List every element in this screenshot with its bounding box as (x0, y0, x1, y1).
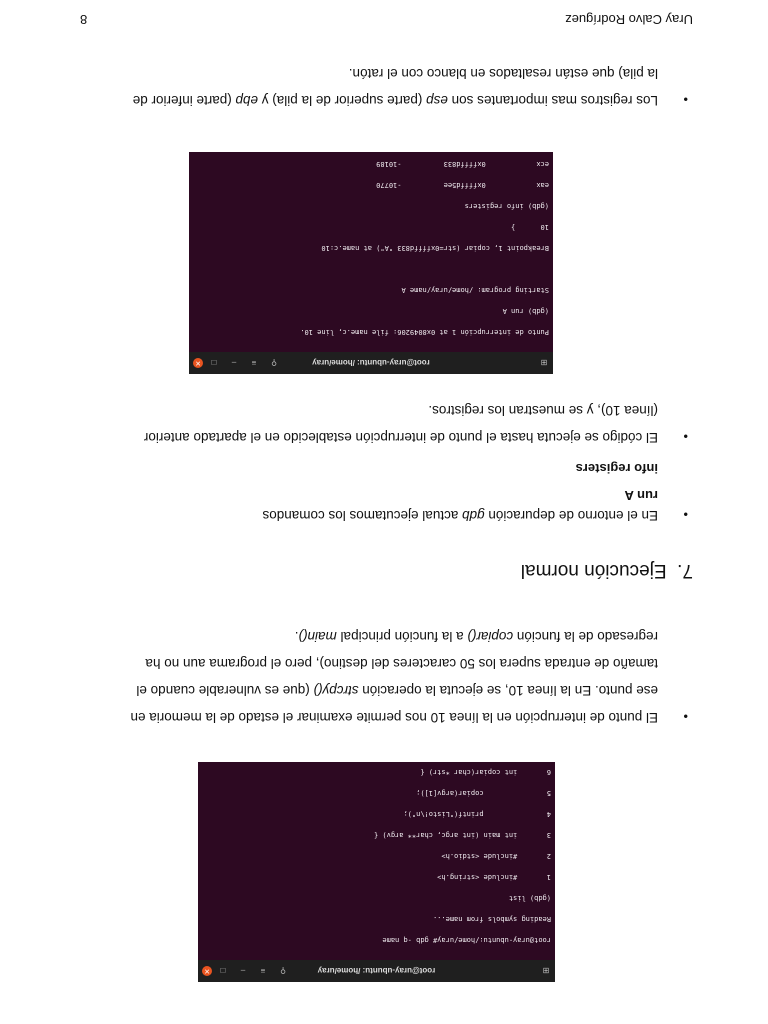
text-line: (línea 10), y se muestran los registros. (428, 403, 658, 418)
paragraph-commands-intro (98, 502, 658, 529)
terminal-output (198, 762, 555, 960)
close-icon[interactable]: ✕ (193, 358, 203, 368)
terminal-line: 3 int main (int argc, char** argv) { (373, 831, 551, 839)
section-number: 7. (677, 560, 693, 581)
terminal-line: (gdb) info registers (464, 202, 549, 210)
footer-author: Uray Calvo Rodríguez (565, 12, 693, 27)
menu-icon[interactable]: ≡ (260, 966, 266, 976)
terminal-line: 6 int copiar(char *str) { (420, 768, 551, 776)
new-tab-icon[interactable]: ⊞ (540, 358, 548, 368)
section-title: Ejecución normal (520, 560, 667, 581)
terminal-line: (gdb) run A (502, 307, 549, 315)
minimize-icon[interactable]: – (240, 966, 246, 976)
bullet-marker: • (683, 709, 688, 724)
close-icon[interactable]: ✕ (202, 966, 212, 976)
terminal-output (189, 152, 553, 352)
text-line: tamaño de entrada supera los 50 caracteres del destino), pero el programa aun no ha (145, 656, 658, 671)
terminal-line: 5 copiar(argv[1]); (416, 789, 551, 797)
text-line: El código se ejecuta hasta el punto de interrupción establecido en el apartado anterior (143, 430, 658, 445)
register-line-ecx: ecx 0xffffd833 -10189 (376, 160, 549, 168)
minimize-icon[interactable]: – (231, 358, 237, 368)
text-line: En el entorno de depuración gdb actual ejecutamos los comandos (262, 508, 658, 523)
text-line: la pila) que están resaltados en blanco con el ratón. (348, 66, 658, 81)
terminal-line: Starting program: /home/uray/name A (401, 286, 549, 294)
command-info-registers: info registers (575, 461, 658, 476)
paragraph-breakpoint-explanation (98, 623, 658, 731)
terminal-line: (gdb) list (508, 894, 551, 902)
terminal-window-gdb-registers (189, 152, 553, 374)
terminal-titlebar (198, 960, 555, 982)
terminal-line: root@uray-ubuntu:/home/uray# gdb -q name (382, 936, 551, 944)
maximize-icon[interactable]: □ (211, 358, 217, 368)
text-line: Los registros mas importantes son esp (parte superior de la pila) y ebp (parte inferior de (132, 93, 658, 108)
search-icon[interactable]: ⚲ (271, 358, 277, 368)
text-line: regresado de la función copiar() a la función principal main(). (294, 629, 658, 644)
bullet-marker: • (683, 92, 688, 107)
register-line-eax: eax 0xffffd5ee -10770 (376, 181, 549, 189)
page-number: 8 (80, 12, 88, 27)
terminal-title: root@uray-ubuntu: /home/uray (317, 966, 436, 976)
search-icon[interactable]: ⚲ (280, 966, 286, 976)
bullet-marker: • (683, 429, 688, 444)
terminal-line: 1 #include <string.h> (437, 873, 551, 881)
terminal-line: Breakpoint 1, copiar (str=0xffffd833 "A") at name.c:10 (321, 244, 549, 252)
terminal-line (193, 265, 549, 272)
menu-icon[interactable]: ≡ (251, 358, 257, 368)
terminal-line: 2 #include <stdio.h> (441, 852, 551, 860)
terminal-titlebar (189, 352, 553, 374)
new-tab-icon[interactable]: ⊞ (542, 966, 550, 976)
maximize-icon[interactable]: □ (220, 966, 226, 976)
bullet-marker: • (683, 507, 688, 522)
terminal-line: 4 printf("Listo!\n"); (403, 810, 551, 818)
command-run: run A (624, 488, 658, 503)
terminal-line: Punto de interrupción 1 at 0x8049206: file name.c, line 10. (300, 328, 549, 336)
section-heading (521, 559, 693, 581)
terminal-title: root@uray-ubuntu: /home/uray (312, 358, 430, 368)
paragraph-registers-explanation (98, 60, 658, 114)
terminal-line: 10 } (511, 223, 549, 231)
terminal-line: Reading symbols from name... (432, 915, 551, 923)
text-line: El punto de interrupción en la línea 10 nos permite examinar el estado de la memoria en (130, 710, 658, 725)
terminal-window-gdb-list (198, 762, 555, 982)
paragraph-execution-result (98, 397, 658, 451)
text-line: ese punto. En la línea 10, se ejecuta la operación strcpy() (que es vulnerable cuando el (136, 683, 658, 698)
